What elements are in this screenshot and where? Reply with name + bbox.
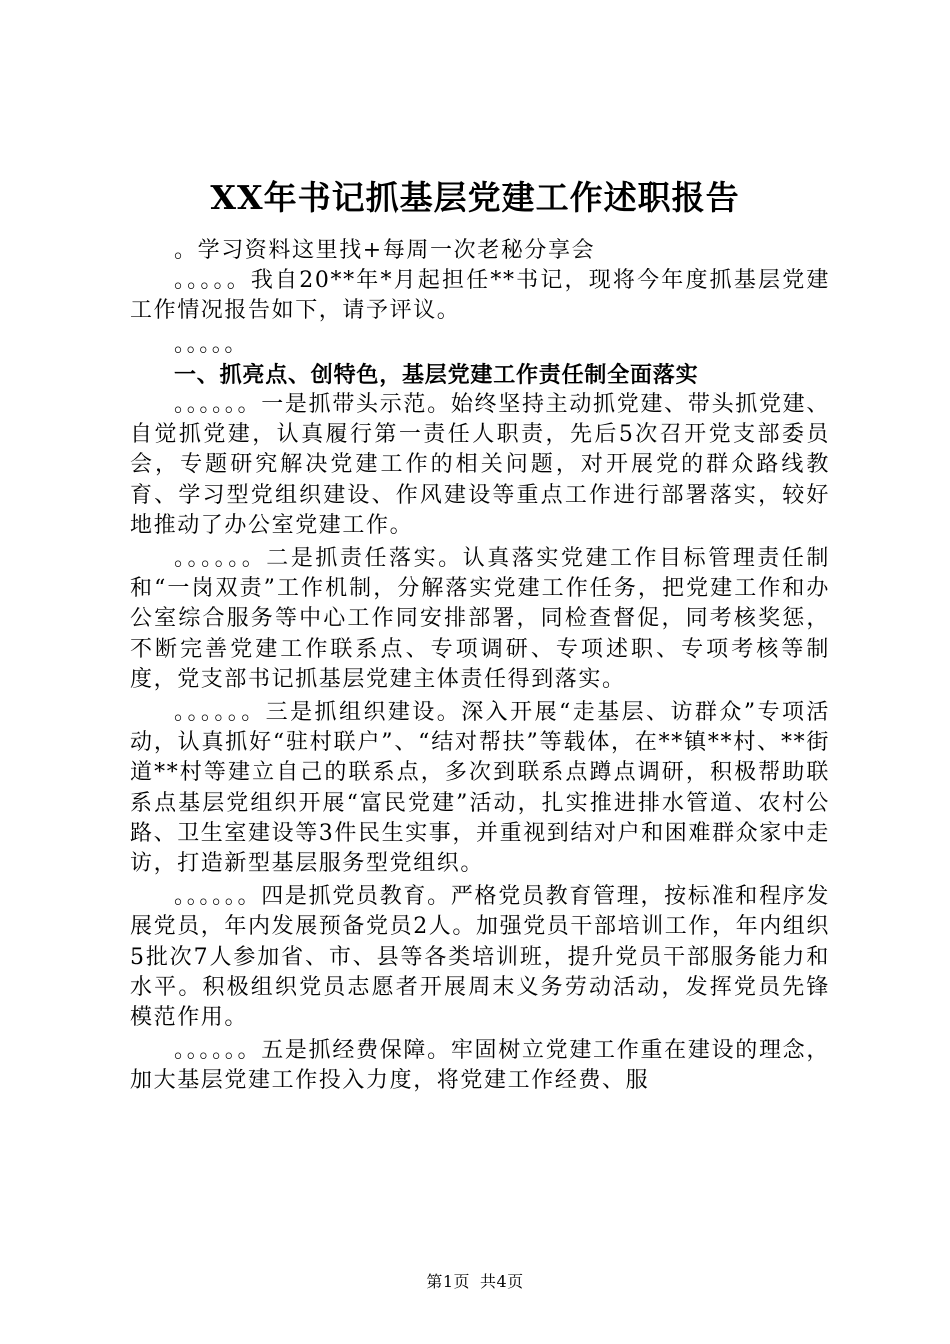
document-body bbox=[130, 236, 830, 1097]
page-footer bbox=[0, 1272, 950, 1292]
paragraph-organization: 。。。。。。三是抓组织建设。深入开展“走基层、访群众”专项活动，认真抓好“驻村联户”、“结对帮扶”等载体，在**镇**村、**街道**村等建立自己的联系点，多次到联系点蹲点调研，积极帮助联系点基层党组织开展“富民党建”活动，扎实推进排水管道、农村公路、卫生室建设等3件民生实事，并重视到结对户和困难群众家中走访，打造新型基层服务型党组织。 bbox=[130, 700, 830, 877]
resource-note: 。学习资料这里找+每周一次老秘分享会 bbox=[174, 238, 596, 263]
paragraph-member-education: 。。。。。。四是抓党员教育。严格党员教育管理，按标准和程序发展党员，年内发展预备党员2人。加强党员干部培训工作，年内组织5批次7人参加省、市、县等各类培训班，提升党员干部服务能力和水平。积极组织党员志愿者开展周末义务劳动活动，发挥党员先锋模范作用。 bbox=[130, 884, 830, 1031]
document-title: XX年书记抓基层党建工作述职报告 bbox=[210, 178, 740, 217]
placeholder-dots: 。。。。。 bbox=[174, 331, 249, 357]
page-number: 第1页 bbox=[426, 1272, 470, 1291]
intro-paragraph: 。。。。。我自20**年*月起担任**书记，现将今年度抓基层党建工作情况报告如下，请予评议。 bbox=[130, 268, 830, 324]
section-heading-1: 一、抓亮点、创特色，基层党建工作责任制全面落实 bbox=[174, 361, 699, 388]
page-total: 共4页 bbox=[480, 1272, 524, 1291]
paragraph-lead-by-example: 。。。。。。一是抓带头示范。始终坚持主动抓党建、带头抓党建、自觉抓党建，认真履行第一责任人职责，先后5次召开党支部委员会，专题研究解决党建工作的相关问题，对开展党的群众路线教育、学习型党组织建设、作风建设等重点工作进行部署落实，较好地推动了办公室党建工作。 bbox=[130, 392, 830, 538]
paragraph-responsibility: 。。。。。。二是抓责任落实。认真落实党建工作目标管理责任制和“一岗双责”工作机制，分解落实党建工作任务，把党建工作和办公室综合服务等中心工作同安排部署，同检查督促，同考核奖惩，不断完善党建工作联系点、专项调研、专项述职、专项考核等制度，党支部书记抓基层党建主体责任得到落实。 bbox=[130, 546, 830, 692]
paragraph-funding: 。。。。。。五是抓经费保障。牢固树立党建工作重在建设的理念，加大基层党建工作投入力度，将党建工作经费、服 bbox=[130, 1038, 830, 1094]
